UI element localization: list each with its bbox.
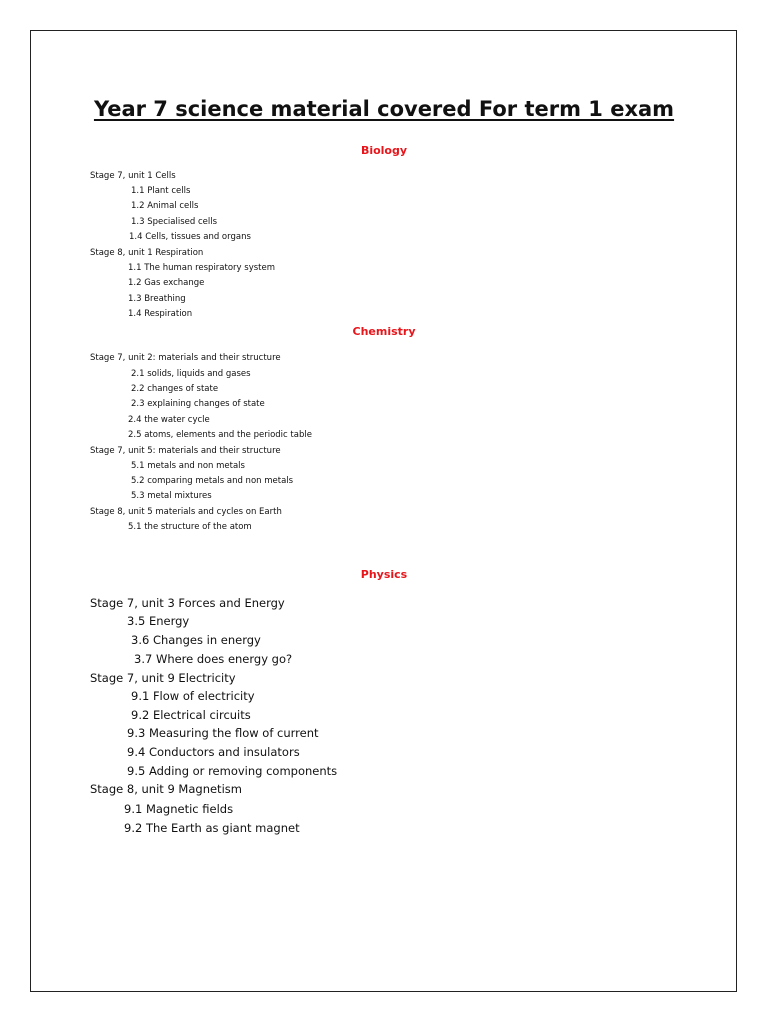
list-item: Stage 7, unit 2: materials and their structure: [90, 353, 281, 363]
list-item: 5.1 metals and non metals: [131, 461, 245, 471]
list-item: 1.2 Animal cells: [131, 201, 199, 211]
physics-heading: Physics: [360, 568, 408, 581]
list-item: 9.2 The Earth as giant magnet: [124, 821, 300, 835]
list-item: Stage 8, unit 5 materials and cycles on Earth: [90, 507, 282, 517]
list-item: Stage 8, unit 1 Respiration: [90, 248, 204, 258]
list-item: Stage 7, unit 5: materials and their structure: [90, 446, 281, 456]
biology-heading: Biology: [360, 144, 408, 157]
list-item: 1.4 Cells, tissues and organs: [129, 232, 251, 242]
list-item: 3.6 Changes in energy: [131, 633, 261, 647]
list-item: 2.5 atoms, elements and the periodic table: [128, 430, 312, 440]
list-item: 2.3 explaining changes of state: [131, 399, 265, 409]
list-item: Stage 7, unit 9 Electricity: [90, 671, 236, 685]
list-item: 2.1 solids, liquids and gases: [131, 369, 251, 379]
list-item: 1.4 Respiration: [128, 309, 193, 319]
list-item: 9.1 Magnetic fields: [124, 802, 234, 816]
list-item: Stage 7, unit 3 Forces and Energy: [90, 596, 285, 610]
list-item: 9.5 Adding or removing components: [127, 764, 338, 778]
list-item: 9.1 Flow of electricity: [131, 689, 255, 703]
list-item: 3.5 Energy: [127, 614, 190, 628]
list-item: 5.2 comparing metals and non metals: [131, 476, 294, 486]
list-item: 1.3 Breathing: [128, 294, 186, 304]
list-item: 2.2 changes of state: [131, 384, 219, 394]
list-item: 2.4 the water cycle: [128, 415, 210, 425]
list-item: 9.2 Electrical circuits: [131, 708, 251, 722]
list-item: 5.3 metal mixtures: [131, 491, 212, 501]
page-title: Year 7 science material covered For term 1 exam: [93, 97, 675, 121]
list-item: 5.1 the structure of the atom: [128, 522, 252, 532]
chemistry-heading: Chemistry: [352, 325, 416, 338]
list-item: Stage 8, unit 9 Magnetism: [90, 782, 242, 796]
list-item: 9.4 Conductors and insulators: [127, 745, 300, 759]
list-item: 1.2 Gas exchange: [128, 278, 205, 288]
list-item: 1.1 The human respiratory system: [128, 263, 275, 273]
list-item: 1.1 Plant cells: [131, 186, 191, 196]
list-item: 3.7 Where does energy go?: [134, 652, 293, 666]
list-item: 1.3 Specialised cells: [131, 217, 218, 227]
list-item: Stage 7, unit 1 Cells: [90, 171, 176, 181]
list-item: 9.3 Measuring the flow of current: [127, 726, 319, 740]
